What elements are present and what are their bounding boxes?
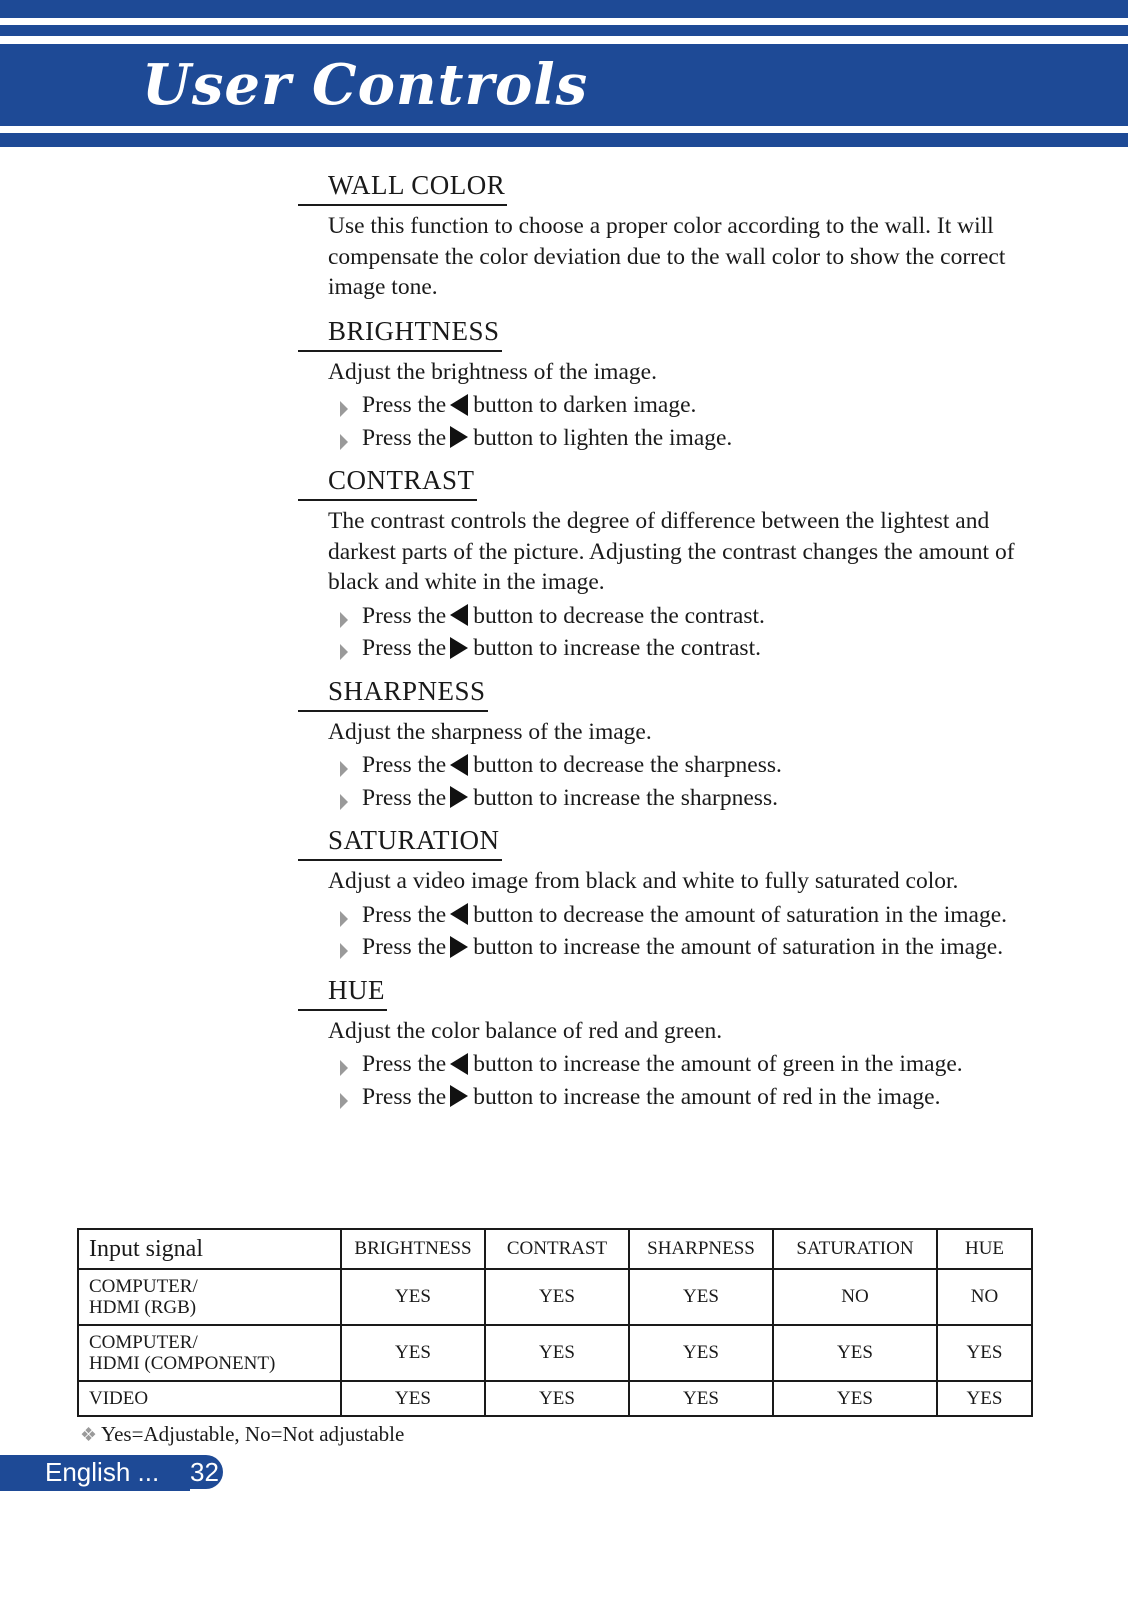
section-description: Use this function to choose a proper color according to the wall. It will compensate the color deviation due to the wall color to show the correct image tone.	[328, 213, 1006, 300]
table-header-cell: HUE	[937, 1229, 1032, 1269]
header-stripe-middle	[0, 25, 1128, 36]
table-cell: YES	[341, 1325, 485, 1381]
table-signal-cell	[78, 1325, 341, 1381]
bullet-suffix: button to decrease the amount of saturation in the image.	[473, 901, 1008, 928]
bullet-suffix: button to decrease the contrast.	[473, 602, 765, 629]
bullet-prefix: Press the	[362, 901, 447, 928]
left-arrow-icon	[450, 1053, 468, 1075]
signal-line: HDMI (COMPONENT)	[89, 1353, 276, 1374]
bullet-triangle-icon	[340, 612, 348, 628]
section-heading: HUE	[298, 971, 387, 1011]
table-cell: YES	[773, 1381, 937, 1416]
bullet-prefix: Press the	[362, 392, 447, 418]
table-header-cell: CONTRAST	[485, 1229, 629, 1269]
table-cell: NO	[937, 1269, 1032, 1325]
table-cell: YES	[773, 1325, 937, 1381]
table-cell: YES	[937, 1325, 1032, 1381]
table-header-row	[78, 1229, 1032, 1269]
bullet-prefix: Press the	[362, 424, 447, 451]
bullet-item	[362, 900, 1058, 931]
table-signal-cell	[78, 1269, 341, 1325]
bullet-prefix: Press the	[362, 934, 447, 960]
section-heading: SATURATION	[298, 821, 502, 861]
table-cell: NO	[773, 1269, 937, 1325]
table-cell: YES	[485, 1325, 629, 1381]
bullet-item	[362, 783, 1058, 814]
diamond-bullet-icon: ❖	[80, 1425, 98, 1446]
table-cell: YES	[629, 1325, 773, 1381]
table-row	[78, 1269, 1032, 1325]
left-arrow-icon	[450, 394, 468, 416]
bullet-triangle-icon	[340, 644, 348, 660]
section-heading: BRIGHTNESS	[298, 312, 502, 352]
header-stripe-top	[0, 0, 1128, 18]
table-header-cell: Input signal	[78, 1229, 341, 1269]
section-hue	[298, 971, 1058, 1121]
right-arrow-icon	[450, 936, 468, 958]
section-description: Adjust a video image from black and white to fully saturated color.	[328, 868, 959, 894]
table-cell: YES	[937, 1381, 1032, 1416]
bullet-prefix: Press the	[362, 752, 447, 778]
bullet-suffix: button to increase the sharpness.	[473, 784, 778, 811]
section-heading: CONTRAST	[298, 461, 477, 501]
table-row	[78, 1381, 1032, 1416]
section-description: The contrast controls the degree of difference between the lightest and darkest parts of the picture. Adjusting the contrast changes the amount of black and white in the image.	[328, 508, 1015, 595]
bullet-triangle-icon	[340, 943, 348, 959]
page-title: User Controls	[142, 52, 589, 118]
bullet-prefix: Press the	[362, 602, 447, 629]
section-sharpness	[298, 672, 1058, 822]
bullet-item	[362, 633, 1058, 664]
section-saturation	[298, 821, 1058, 971]
table-row	[78, 1325, 1032, 1381]
section-wall-color	[298, 166, 1058, 312]
bullet-triangle-icon	[340, 401, 348, 417]
header-stripe-bottom	[0, 133, 1128, 147]
table-cell: YES	[485, 1269, 629, 1325]
signal-line: COMPUTER/	[89, 1276, 198, 1297]
bullet-triangle-icon	[340, 794, 348, 810]
bullet-triangle-icon	[340, 434, 348, 450]
table-header-cell: SHARPNESS	[629, 1229, 773, 1269]
bullet-suffix: button to increase the contrast.	[473, 635, 761, 661]
table-cell: YES	[341, 1269, 485, 1325]
bullet-suffix: button to increase the amount of saturation in the image.	[473, 934, 1004, 960]
table-cell: YES	[485, 1381, 629, 1416]
bullet-item	[362, 932, 1058, 963]
bullet-prefix: Press the	[362, 1051, 447, 1077]
bullet-triangle-icon	[340, 761, 348, 777]
left-arrow-icon	[450, 903, 468, 925]
input-signal-table	[77, 1228, 1033, 1417]
table-cell: YES	[341, 1381, 485, 1416]
bullet-item	[362, 1082, 1058, 1113]
section-description: Adjust the sharpness of the image.	[328, 718, 652, 745]
signal-line: VIDEO	[89, 1388, 149, 1409]
table-footnote	[80, 1422, 404, 1447]
bullet-prefix: Press the	[362, 1083, 447, 1110]
bullet-suffix: button to darken image.	[473, 392, 697, 418]
table-header-cell: BRIGHTNESS	[341, 1229, 485, 1269]
footer-language: English ...	[45, 1457, 160, 1487]
section-description: Adjust the brightness of the image.	[328, 358, 657, 385]
table-cell: YES	[629, 1269, 773, 1325]
left-arrow-icon	[450, 754, 468, 776]
bullet-prefix: Press the	[362, 784, 447, 811]
section-contrast	[298, 461, 1058, 672]
bullet-suffix: button to decrease the sharpness.	[473, 752, 782, 778]
footer-underline	[0, 1489, 190, 1491]
table-signal-cell	[78, 1381, 341, 1416]
bullet-triangle-icon	[340, 911, 348, 927]
section-description: Adjust the color balance of red and green.	[328, 1017, 723, 1044]
main-content	[298, 166, 1058, 1120]
bullet-suffix: button to lighten the image.	[473, 424, 733, 451]
page-number: 32	[190, 1457, 219, 1487]
bullet-item	[362, 601, 1058, 632]
footnote-text: Yes=Adjustable, No=Not adjustable	[101, 1422, 405, 1446]
signal-line: COMPUTER/	[89, 1332, 198, 1353]
table-cell: YES	[629, 1381, 773, 1416]
right-arrow-icon	[450, 637, 468, 659]
right-arrow-icon	[450, 1085, 468, 1107]
bullet-item	[362, 390, 1058, 421]
bullet-item	[362, 1049, 1058, 1080]
section-brightness	[298, 312, 1058, 462]
bullet-item	[362, 750, 1058, 781]
bullet-suffix: button to increase the amount of green in the image.	[473, 1051, 963, 1077]
bullet-suffix: button to increase the amount of red in the image.	[473, 1083, 941, 1110]
bullet-triangle-icon	[340, 1060, 348, 1076]
section-heading: SHARPNESS	[298, 672, 488, 712]
table-header-cell: SATURATION	[773, 1229, 937, 1269]
bullet-prefix: Press the	[362, 635, 447, 661]
signal-line: HDMI (RGB)	[89, 1297, 197, 1318]
left-arrow-icon	[450, 604, 468, 626]
right-arrow-icon	[450, 786, 468, 808]
bullet-item	[362, 423, 1058, 454]
bullet-triangle-icon	[340, 1093, 348, 1109]
section-heading: WALL COLOR	[298, 166, 507, 206]
right-arrow-icon	[450, 426, 468, 448]
